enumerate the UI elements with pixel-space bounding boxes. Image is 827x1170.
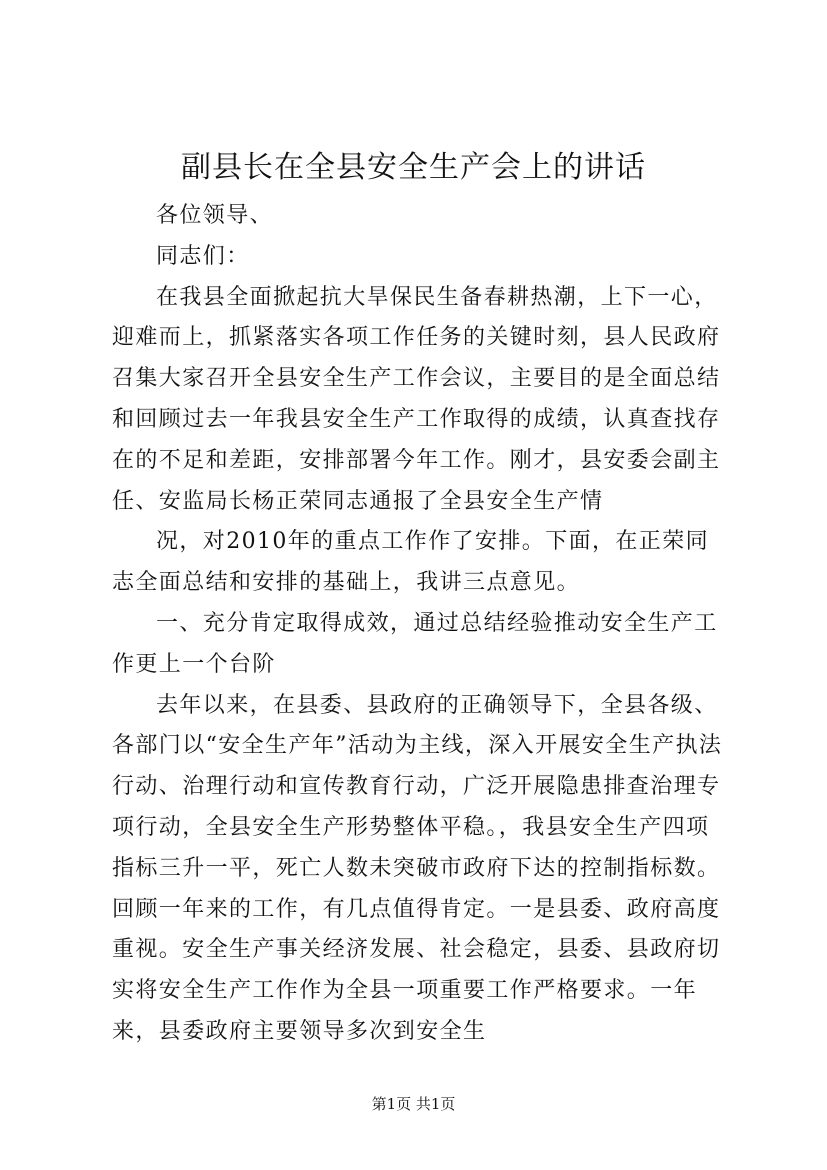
section-heading-1: 一、充分肯定取得成效，通过总结经验推动安全生产工作更上一个台阶	[112, 610, 718, 677]
document-title: 副县长在全县安全生产会上的讲话	[181, 150, 646, 185]
paragraph-intro-continued: 况，对2010年的重点工作作了安排。下面，在正荣同志全面总结和安排的基础上，我讲三点意见。	[112, 529, 709, 596]
paragraph-salutation-comrades: 同志们：	[156, 243, 250, 269]
paragraph-intro: 在我县全面掀起抗大旱保民生备春耕热潮，上下一心，迎难而上，抓紧落实各项工作任务的关键时刻，县人民政府召集大家召开全县安全生产工作会议，主要目的是全面总结和回顾过去一年我县安全生产工作取得的成绩，认真查找存在的不足和差距，安排部署今年工作。刚才，县安委会副主任、安监局长杨正荣同志通报了全县安全生产情	[112, 284, 721, 514]
document-body	[112, 196, 732, 1053]
paragraph-section-1-body: 去年以来，在县委、县政府的正确领导下，全县各级、各部门以“安全生产年”活动为主线，深入开展安全生产执法行动、治理行动和宣传教育行动，广泛开展隐患排查治理专项行动，全县安全生产形势整体平稳。，我县安全生产四项指标三升一平，死亡人数未突破市政府下达的控制指标数。回顾一年来的工作，有几点值得肯定。一是县委、政府高度重视。安全生产事关经济发展、社会稳定，县委、县政府切实将安全生产工作作为全县一项重要工作严格要求。一年来，县委政府主要领导多次到安全生	[112, 692, 723, 1044]
paragraph-salutation-leaders: 各位领导、	[156, 203, 274, 228]
page-footer: 第1页 共1页	[371, 1095, 456, 1113]
